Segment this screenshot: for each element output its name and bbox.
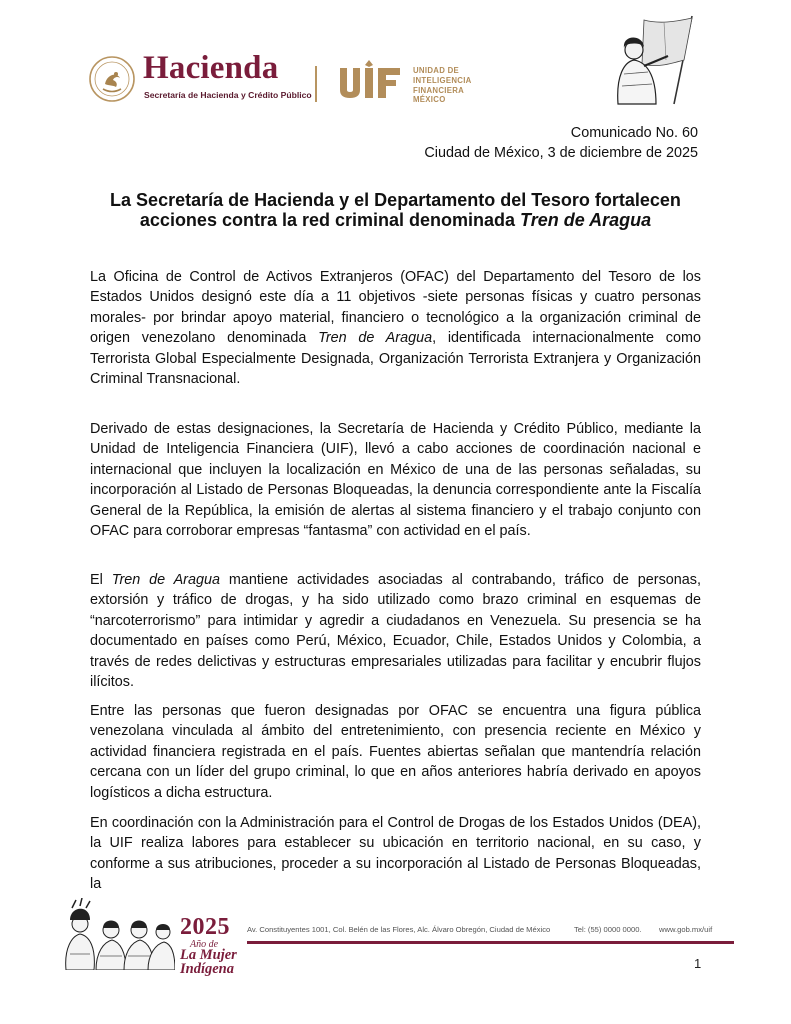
year-line-2: La Mujer [180, 947, 237, 963]
paragraph-3 [90, 570, 701, 692]
footer-website-link[interactable]: www.gob.mx/uif [659, 925, 713, 934]
year-2025: 2025 [180, 914, 230, 940]
paragraph-5: En coordinación con la Administración para el Control de Drogas de los Estados Unidos (DEA), la UIF realiza labores para establecer su ubicación en territorio nacional, en su caso, y conforme a sus atribuciones, proceder a su incorporación al Listado de Personas Bloqueadas, la [90, 815, 701, 893]
year-line-1: Año de [190, 939, 219, 950]
paragraph-4: Entre las personas que fueron designadas por OFAC se encuentra una figura pública venezolana vinculada al ámbito del entretenimiento, con presencia reciente en México y actividad financiera registrada en el país. Fuentes abiertas señalan que mantendría relación cercana con un líder del grupo criminal, lo que en años anteriores habría derivado en apoyos logísticos a dicha estructura. [90, 703, 701, 801]
paragraph-3-italic: Tren de Aragua [111, 572, 220, 588]
press-release-title [90, 190, 701, 230]
paragraph-3-text: El [90, 572, 112, 588]
footer-address: Av. Constituyentes 1001, Col. Belén de las Flores, Alc. Álvaro Obregón, Ciudad de México [247, 925, 551, 934]
communique-number: Comunicado No. 60 [570, 125, 698, 141]
paragraph-1-text: La Oficina de Control de Activos Extranjeros (OFAC) del Departamento del Tesoro de los Estados Unidos designó este día a 11 objetivos -siete personas físicas y cuatro personas morales- por brindar apoyo material, financiero o tecnológico a la organización criminal de origen venezolano denominada [90, 269, 701, 347]
page-number: 1 [694, 956, 702, 971]
indigenous-women-illustration [60, 898, 175, 970]
communique-date: Ciudad de México, 3 de diciembre de 2025 [424, 145, 698, 161]
uif-line-3: FINANCIERA [413, 85, 465, 95]
mexican-coat-of-arms-icon [89, 56, 135, 102]
uif-line-4: MÉXICO [413, 95, 446, 105]
hacienda-wordmark: Hacienda [143, 50, 279, 86]
uif-logo-icon [338, 60, 408, 100]
year-line-3: Indígena [180, 961, 234, 977]
title-italic: Tren de Aragua [520, 210, 652, 230]
woman-with-flag-illustration [604, 14, 696, 106]
footer-phone: Tel: (55) 0000 0000. [574, 925, 642, 934]
paragraph-1-italic: Tren de Aragua [318, 330, 433, 347]
uif-line-1: UNIDAD DE [413, 66, 460, 75]
paragraph-3-text-end: mantiene actividades asociadas al contrabando, tráfico de personas, extorsión y tráfico de drogas, y ha sido utilizado como brazo criminal en esquemas de “narcoterrorismo” para intimidar y agredir a ciudadanos en Venezuela. Su presencia se ha documentado en países como Perú, México, Ecuador, Chile, Estados Unidos y Colombia, a través de redes delictivas y estructuras empresariales utilizadas para facilitar y encubrir flujos ilícitos. [90, 572, 701, 691]
title-main: La Secretaría de Hacienda y el Departamento del Tesoro fortalecen acciones contra la red criminal denominada [110, 190, 681, 230]
uif-line-2: INTELIGENCIA [413, 75, 472, 85]
paragraph-1 [90, 267, 701, 389]
footer-rule [247, 941, 734, 944]
header-divider [315, 66, 317, 102]
paragraph-1-text-end: , identificada internacionalmente como Terrorista Global Especialmente Designada, Organización Terrorista Extranjera y Organización Criminal Transnacional. [90, 330, 701, 388]
uif-letters: UIF [340, 86, 342, 87]
hacienda-subtitle: Secretaría de Hacienda y Crédito Público [144, 90, 312, 100]
paragraph-2: Derivado de estas designaciones, la Secretaría de Hacienda y Crédito Público, mediante la Unidad de Inteligencia Financiera (UIF), llevó a cabo acciones de coordinación nacional e internacional que incluyen la localización en México de una de las personas señaladas, su incorporación al Listado de Personas Bloqueadas, la denuncia correspondiente ante la Fiscalía General de la República, la emisión de alertas al sistema financiero y el trabajo conjunto con OFAC para corroborar empresas “fantasma” con actividad en el país. [90, 421, 701, 540]
uif-name-block [413, 66, 472, 105]
